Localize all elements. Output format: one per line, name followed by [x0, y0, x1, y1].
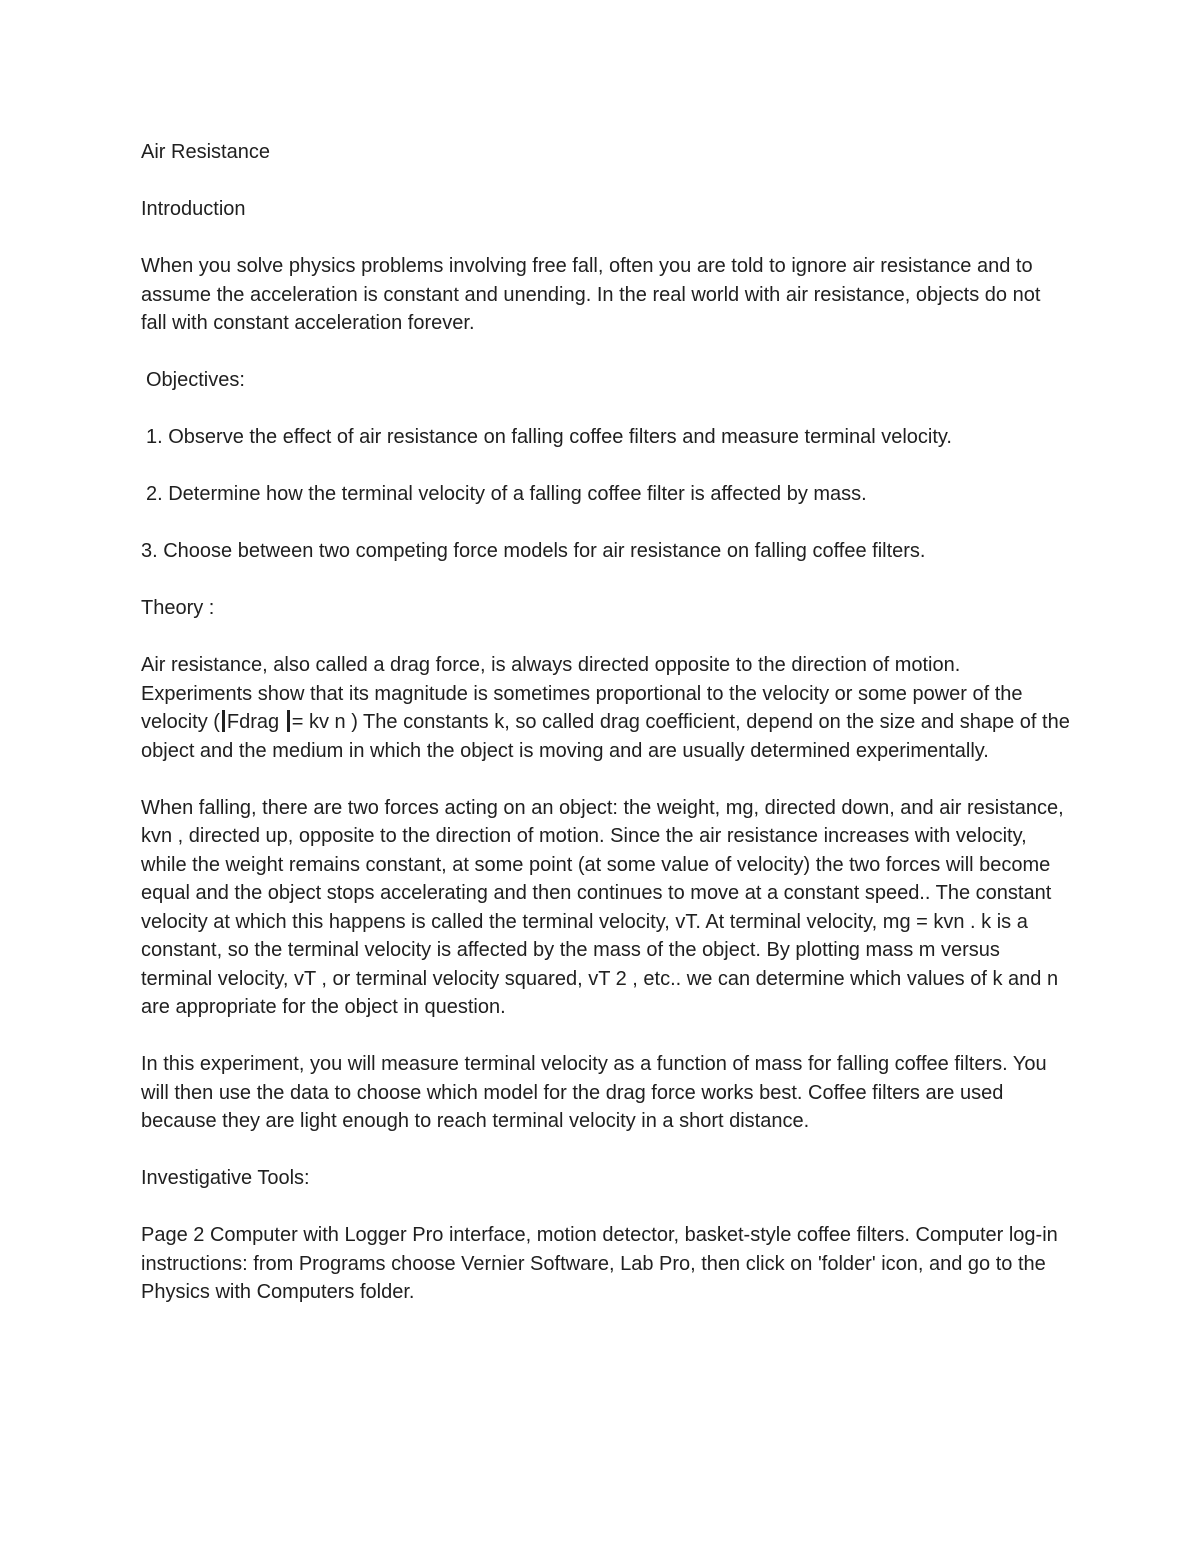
theory-paragraph-2: When falling, there are two forces acting on an object: the weight, mg, directed down, and air resistance, kvn , directed up, opposite to the direction of motion. Since the air resistance increases with velocity, while the weight remains constant, at some point (at some value of velocity) the two forces will become equal and the object stops accelerating and then continues to move at a constant speed.. The constant velocity at which this happens is called the terminal velocity, vT. At terminal velocity, mg = kvn . k is a constant, so the terminal velocity is affected by the mass of the object. By plotting mass m versus terminal velocity, vT , or terminal velocity squared, vT 2 , etc.. we can determine which values of k and n are appropriate for the object in question. — [141, 796, 1064, 1018]
document-page — [141, 138, 1071, 1335]
theory-heading: Theory : — [141, 597, 215, 619]
document-title: Air Resistance — [141, 141, 270, 163]
intro-paragraph: When you solve physics problems involving free fall, often you are told to ignore air resistance and to assume the acceleration is constant and unending. In the real world with air resistance, objects do not fall with constant acceleration forever. — [141, 255, 1041, 334]
intro-heading: Introduction — [141, 198, 246, 220]
fdrag-term: Fdrag — [226, 711, 280, 733]
abs-bar-right — [287, 710, 290, 732]
theory-paragraph-3: In this experiment, you will measure terminal velocity as a function of mass for falling coffee filters. You will then use the data to choose which model for the drag force works best. Coffee filters are used because they are light enough to reach terminal velocity in a short distance. — [141, 1053, 1047, 1132]
objective-item-1: 1. Observe the effect of air resistance on falling coffee filters and measure terminal velocity. — [146, 426, 952, 448]
objective-item-3: 3. Choose between two competing force models for air resistance on falling coffee filters. — [141, 540, 926, 562]
tools-heading: Investigative Tools: — [141, 1167, 310, 1189]
tools-paragraph: Page 2 Computer with Logger Pro interface, motion detector, basket-style coffee filters. Computer log-in instructions: from Programs choose Vernier Software, Lab Pro, then click on 'folder' icon, and go to the Physics with Computers folder. — [141, 1224, 1058, 1303]
objective-item-2: 2. Determine how the terminal velocity of a falling coffee filter is affected by mass. — [146, 483, 867, 505]
abs-bar-left — [222, 710, 225, 732]
theory-p1-end: = kv n ) The constants k, so called drag coefficient, depend on the size and shape of the object and the medium in which the object is moving and are usually determined experimentally. — [141, 711, 1070, 762]
theory-paragraph-1 — [141, 651, 1071, 765]
objectives-heading: Objectives: — [146, 369, 245, 391]
theory-p1-start: Air resistance, also called a drag force, is always directed opposite to the direction of motion. Experiments show that its magnitude is sometimes proportional to the velocity or some power of the velocity ( — [141, 654, 1023, 733]
